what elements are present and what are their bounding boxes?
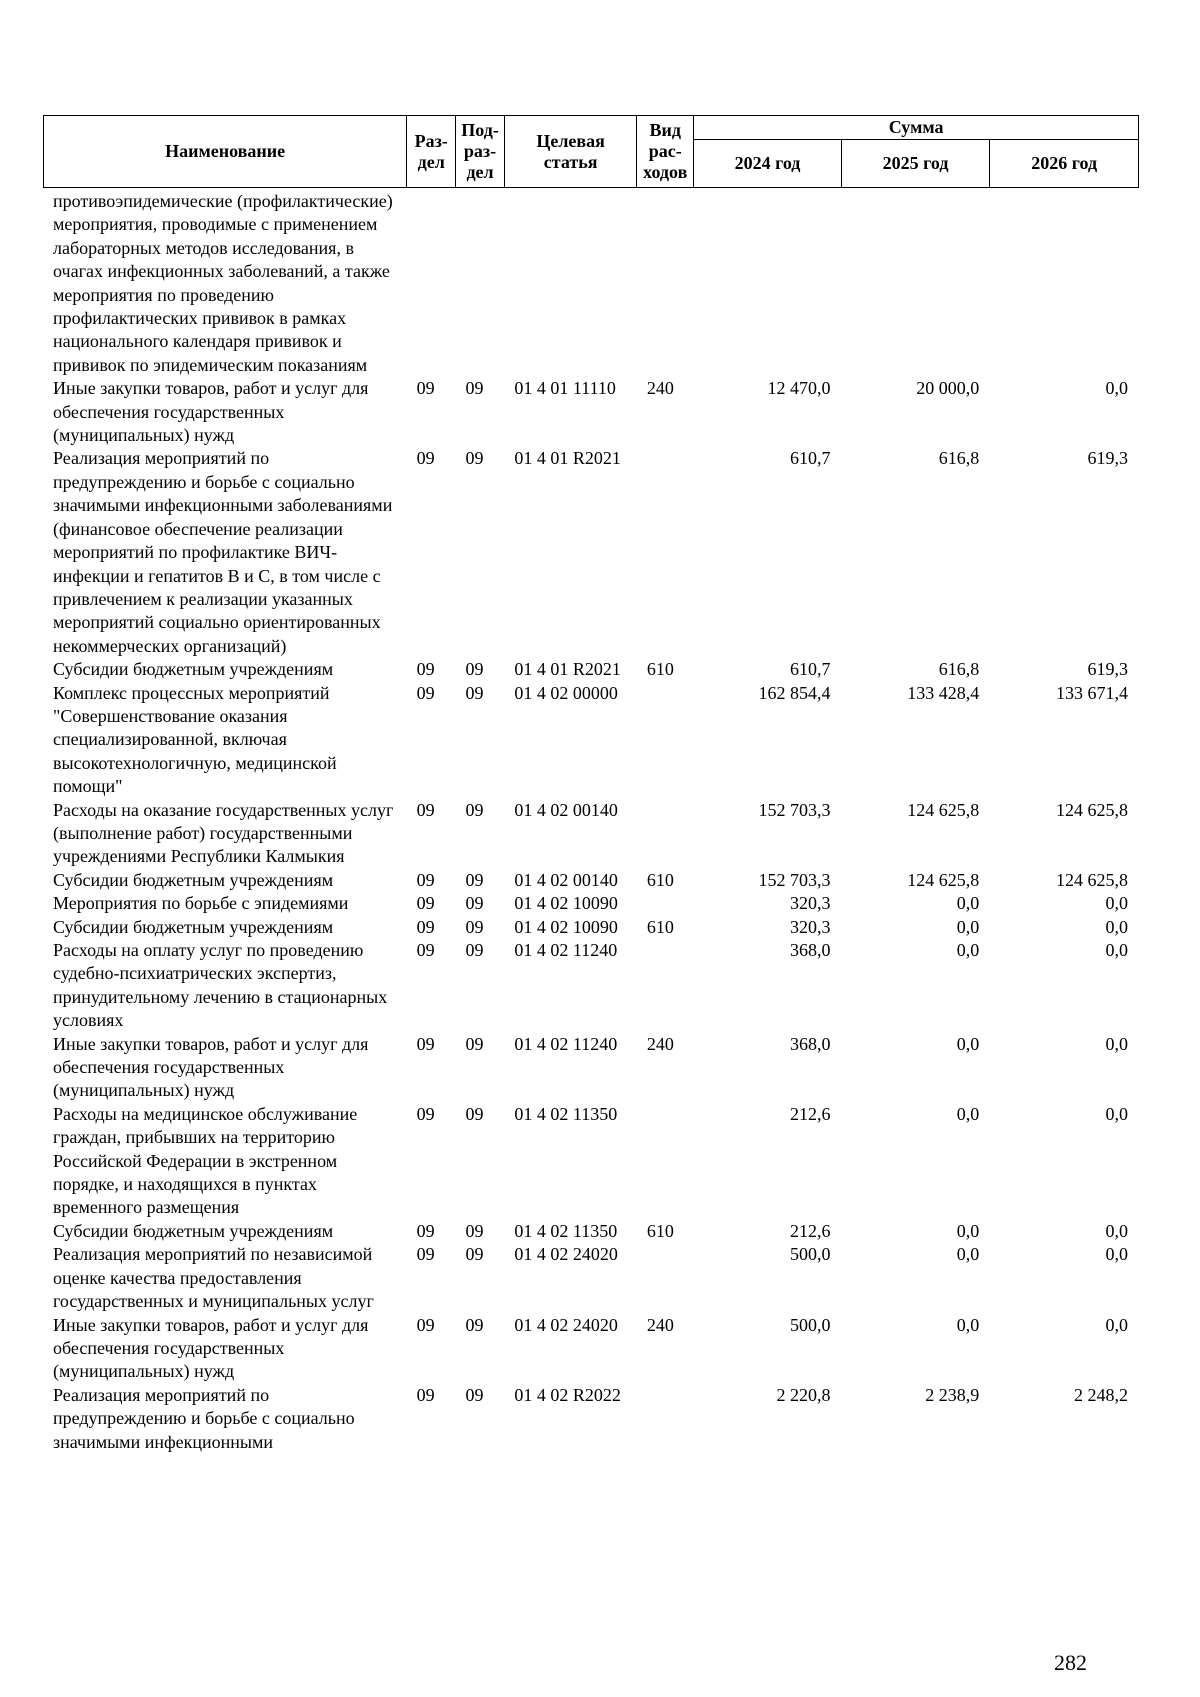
row-2024: 610,7 (790, 448, 831, 469)
row-target: 01 4 02 00140 (514, 799, 618, 820)
table-row (43, 682, 1139, 799)
header-2024: 2024 год (694, 140, 842, 188)
row-2025: 20 000,0 (916, 378, 980, 399)
table-row (43, 190, 1139, 377)
row-podrazdel: 09 (465, 1220, 484, 1241)
row-target: 01 4 02 11240 (514, 940, 618, 960)
header-summa: Сумма (694, 116, 1139, 140)
row-2026: 0,0 (1105, 1244, 1128, 1265)
row-target: 01 4 02 11240 (514, 1033, 618, 1054)
row-podrazdel: 09 (465, 1033, 484, 1054)
row-2024: 368,0 (790, 940, 831, 960)
row-name: Иные закупки товаров, работ и услуг для обеспечения государственных (муниципальных) нужд (53, 1033, 369, 1101)
table-row (43, 1033, 1139, 1103)
row-2026: 133 671,4 (1056, 682, 1128, 703)
row-name: Комплекс процессных мероприятий "Совершенствование оказания специализированной, включая высокотехнологичную, медицинской помощи" (53, 682, 337, 797)
row-vid: 240 (646, 1314, 674, 1335)
row-2025: 0,0 (956, 1033, 980, 1054)
table-row (43, 1384, 1139, 1454)
row-2026: 0,0 (1105, 1220, 1128, 1241)
row-podrazdel: 09 (465, 378, 484, 399)
row-2025: 0,0 (956, 916, 980, 937)
row-vid (637, 447, 694, 658)
row-2025: 0,0 (956, 1244, 980, 1265)
row-razdel: 09 (416, 378, 435, 399)
row-2024: 212,6 (790, 1103, 831, 1124)
row-2024: 500,0 (790, 1244, 831, 1265)
row-target: 01 4 02 R2022 (514, 1384, 621, 1405)
row-target: 01 4 02 24020 (514, 1244, 618, 1265)
row-target: 01 4 02 24020 (514, 1314, 618, 1335)
row-2024: 152 703,3 (758, 799, 831, 820)
row-name: Субсидии бюджетным учреждениям (53, 659, 334, 680)
row-2024: 162 854,4 (758, 682, 831, 703)
row-podrazdel: 09 (465, 1103, 484, 1124)
row-2025: 616,8 (938, 448, 980, 469)
row-vid (637, 1384, 694, 1454)
row-vid (637, 1243, 694, 1313)
row-name: Реализация мероприятий по независимой оценке качества предоставления государственных и муниципальных услуг (53, 1244, 374, 1312)
row-podrazdel: 09 (465, 1384, 484, 1405)
table-row (43, 892, 1139, 915)
header-2025: 2025 год (841, 140, 990, 188)
row-podrazdel: 09 (465, 1314, 484, 1335)
row-2026: 619,3 (1087, 659, 1128, 680)
row-vid: 610 (646, 1220, 674, 1241)
table-header (43, 115, 1139, 188)
row-2024: 212,6 (790, 1220, 831, 1241)
row-podrazdel: 09 (465, 448, 484, 469)
row-2024: 500,0 (790, 1314, 831, 1335)
row-2024: 152 703,3 (758, 869, 831, 890)
row-vid (637, 682, 694, 799)
row-2025: 133 428,4 (907, 682, 980, 703)
row-target (504, 190, 636, 377)
row-name: Субсидии бюджетным учреждениям (53, 916, 334, 937)
row-2025: 0,0 (956, 940, 980, 960)
row-razdel: 09 (416, 1244, 435, 1265)
budget-table (43, 190, 1139, 1454)
row-2025: 124 625,8 (907, 799, 980, 820)
row-vid (637, 892, 694, 915)
row-2026: 619,3 (1087, 448, 1128, 469)
row-2026: 124 625,8 (1056, 799, 1128, 820)
row-2026: 0,0 (1105, 1103, 1128, 1124)
row-target: 01 4 02 10090 (514, 916, 618, 937)
row-vid (637, 1103, 694, 1220)
row-name: Иные закупки товаров, работ и услуг для обеспечения государственных (муниципальных) нужд (53, 378, 369, 446)
row-razdel (407, 190, 456, 377)
row-razdel: 09 (416, 1384, 435, 1405)
row-2024: 2 220,8 (776, 1384, 831, 1405)
row-vid: 610 (646, 916, 674, 937)
row-2026: 0,0 (1105, 1314, 1128, 1335)
row-razdel: 09 (416, 1220, 435, 1241)
row-razdel: 09 (416, 659, 435, 680)
row-2025 (842, 190, 991, 377)
row-name: Мероприятия по борьбе с эпидемиями (53, 893, 349, 914)
row-2024 (694, 190, 842, 377)
row-name: Субсидии бюджетным учреждениям (53, 869, 334, 890)
table-row (43, 799, 1139, 869)
row-2025: 0,0 (956, 1314, 980, 1335)
row-2025: 616,8 (938, 659, 980, 680)
row-target: 01 4 02 11350 (514, 1220, 618, 1241)
row-2025: 2 238,9 (925, 1384, 980, 1405)
row-2026: 0,0 (1105, 378, 1128, 399)
row-name: Реализация мероприятий по предупреждению и борьбе с социально значимыми инфекционными (53, 1384, 355, 1452)
row-2026: 0,0 (1105, 1033, 1128, 1054)
row-2026 (990, 190, 1139, 377)
row-name: Реализация мероприятий по предупреждению и борьбе с социально значимыми инфекционными заболеваниями (финансовое обеспечение реализации мероприятий по профилактике ВИЧ-инфекции и гепатитов B и C, в том числе с привлечением к реализации указанных мероприятий социально ориентированных некоммерческих организаций) (53, 448, 393, 656)
table-row (43, 1243, 1139, 1313)
row-vid: 610 (646, 659, 674, 680)
row-razdel: 09 (416, 799, 435, 820)
header-razdel: Раз- дел (407, 116, 456, 188)
row-name: противоэпидемические (профилактические) мероприятия, проводимые с применением лабораторных методов исследования, в очагах инфекционных заболеваний, а также мероприятия по проведению профилактических прививок в рамках национального календаря прививок и прививок по эпидемическим показаниям (53, 191, 393, 375)
header-2026: 2026 год (990, 140, 1139, 188)
page-number: 282 (1054, 1650, 1087, 1675)
row-2025: 0,0 (956, 1103, 980, 1124)
row-2026: 124 625,8 (1056, 869, 1128, 890)
row-2025: 124 625,8 (907, 869, 980, 890)
row-razdel: 09 (416, 682, 435, 703)
row-podrazdel: 09 (465, 893, 484, 914)
row-podrazdel: 09 (465, 799, 484, 820)
row-vid (637, 190, 694, 377)
row-vid: 610 (646, 869, 674, 890)
row-podrazdel: 09 (465, 659, 484, 680)
row-target: 01 4 01 R2021 (514, 448, 621, 469)
row-podrazdel: 09 (465, 682, 484, 703)
table-row (43, 1314, 1139, 1384)
row-razdel: 09 (416, 448, 435, 469)
row-2026: 2 248,2 (1074, 1384, 1128, 1405)
row-name: Иные закупки товаров, работ и услуг для обеспечения государственных (муниципальных) нужд (53, 1314, 369, 1382)
table-row (43, 377, 1139, 447)
row-razdel: 09 (416, 1033, 435, 1054)
row-podrazdel: 09 (465, 916, 484, 937)
row-podrazdel: 09 (465, 940, 484, 960)
row-razdel: 09 (416, 869, 435, 890)
row-razdel: 09 (416, 1314, 435, 1335)
row-target: 01 4 01 R2021 (514, 659, 621, 680)
row-2026: 0,0 (1105, 916, 1128, 937)
row-razdel: 09 (416, 940, 435, 960)
header-target: Целевая статья (504, 116, 636, 188)
row-podrazdel: 09 (465, 869, 484, 890)
row-2024: 320,3 (790, 893, 831, 914)
row-name: Субсидии бюджетным учреждениям (53, 1220, 334, 1241)
header-podrazdel: Под- раз- дел (456, 116, 505, 188)
row-vid: 240 (646, 1033, 674, 1054)
row-vid (637, 939, 694, 1033)
row-target: 01 4 02 00000 (514, 682, 618, 703)
header-name: Наименование (44, 116, 407, 188)
table-row (43, 1220, 1139, 1243)
row-2024: 368,0 (790, 1033, 831, 1054)
row-name: Расходы на оказание государственных услуг (выполнение работ) государственными учреждениями Республики Калмыкия (53, 799, 394, 867)
row-target: 01 4 02 11350 (514, 1103, 618, 1124)
row-podrazdel (456, 190, 505, 377)
row-target: 01 4 01 11110 (514, 378, 616, 399)
row-razdel: 09 (416, 916, 435, 937)
row-razdel: 09 (416, 893, 435, 914)
table-row (43, 447, 1139, 658)
row-podrazdel: 09 (465, 1244, 484, 1265)
row-2024: 320,3 (790, 916, 831, 937)
row-target: 01 4 02 00140 (514, 869, 618, 890)
row-2026: 0,0 (1105, 893, 1128, 914)
table-row (43, 869, 1139, 892)
row-name: Расходы на оплату услуг по проведению судебно-психиатрических экспертиз, принудительному лечению в стационарных условиях (53, 940, 388, 1031)
row-vid (637, 799, 694, 869)
row-name: Расходы на медицинское обслуживание граждан, прибывших на территорию Российской Федерации в экстренном порядке, и находящихся в пунктах временного размещения (53, 1103, 358, 1218)
row-2025: 0,0 (956, 1220, 980, 1241)
table-row (43, 916, 1139, 939)
row-vid: 240 (646, 378, 674, 399)
header-vid: Вид рас- ходов (637, 116, 694, 188)
row-target: 01 4 02 10090 (514, 893, 618, 914)
row-2024: 610,7 (790, 659, 831, 680)
table-row (43, 939, 1139, 1033)
row-2024: 12 470,0 (767, 378, 831, 399)
row-razdel: 09 (416, 1103, 435, 1124)
table-row (43, 658, 1139, 681)
row-2025: 0,0 (956, 893, 980, 914)
row-2026: 0,0 (1105, 940, 1128, 960)
table-row (43, 1103, 1139, 1220)
